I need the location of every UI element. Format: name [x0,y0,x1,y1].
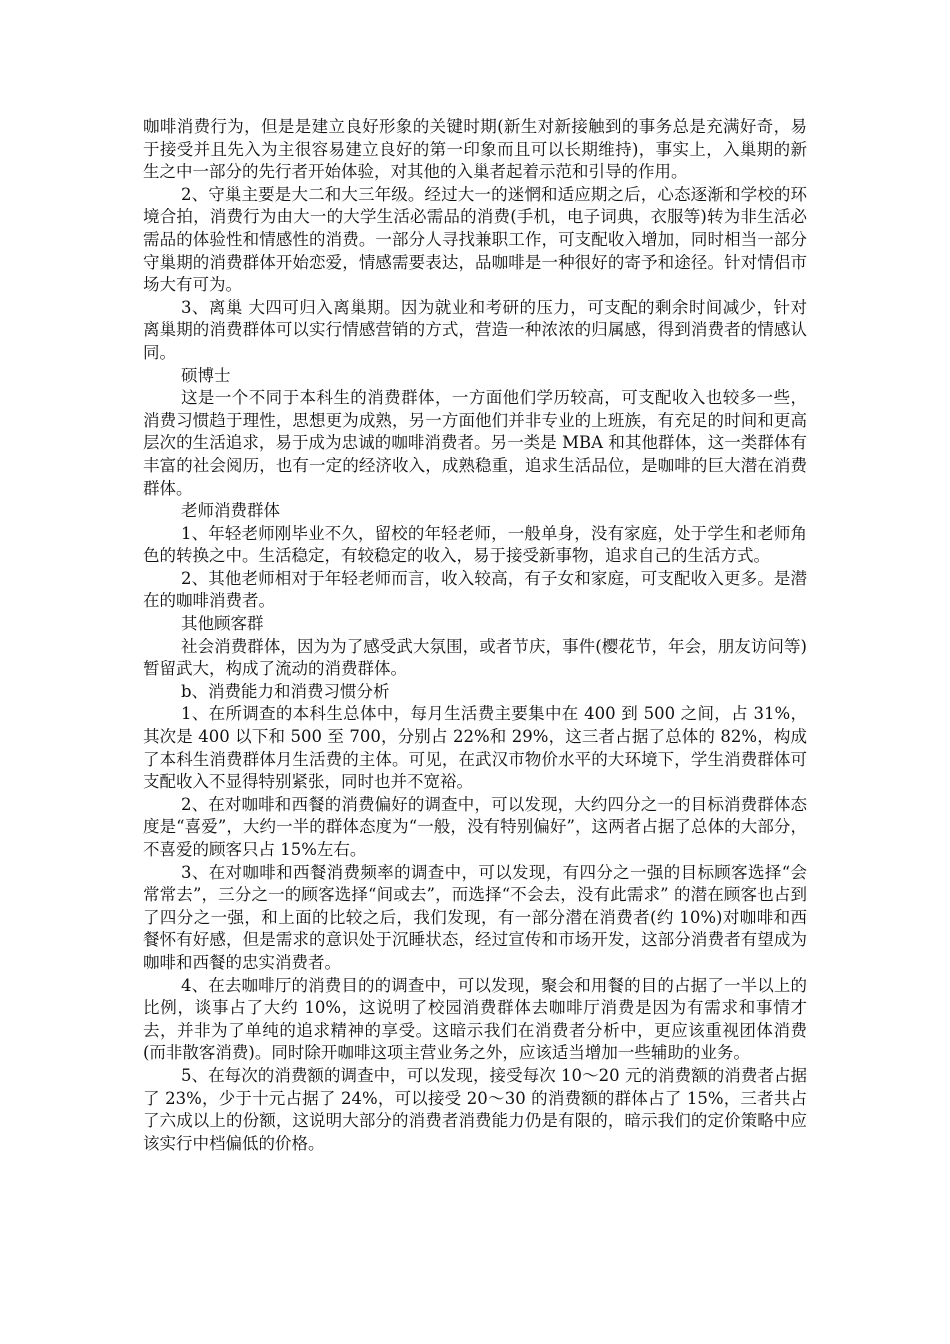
document-body [143,116,807,1155]
paragraph-spending-amount: 5、在每次的消费额的调查中，可以发现，接受每次 10～20 元的消费额的消费者占据了 23%，少于十元占据了 24%，可以接受 20～30 的消费额的群体占了 15%，三者共占了六成以上的份额，这说明大部分的消费者消费能力仍是有限的，暗示我们的定价策略中应该实行中档偏低的价格。 [143,1065,807,1153]
paragraph-purpose: 4、在去咖啡厅的消费目的的调查中，可以发现，聚会和用餐的目的占据了一半以上的比例，谈事占了大约 10%，这说明了校园消费群体去咖啡厅消费是因为有需求和事情才去，并非为了单纯的追求精神的享受。这暗示我们在消费者分析中，更应该重视团体消费(而非散客消费)。同时除开咖啡这项主营业务之外，应该适当增加一些辅助的业务。 [143,975,807,1063]
heading-graduate-students: 硕博士 [181,365,231,385]
paragraph-social-consumers: 社会消费群体，因为为了感受武大氛围，或者节庆，事件(樱花节，年会，朋友访问等)暂留武大，构成了流动的消费群体。 [143,636,807,679]
paragraph-guard-nest-stage: 2、守巢主要是大二和大三年级。经过大一的迷惘和适应期之后，心态逐渐和学校的环境合拍，消费行为由大一的大学生活必需品的消费(手机，电子词典，衣服等)转为非生活必需品的体验性和情感性的消费。一部分人寻找兼职工作，可支配收入增加，同时相当一部分守巢期的消费群体开始恋爱，情感需要表达，品咖啡是一种很好的寄予和途径。针对情侣市场大有可为。 [143,184,807,295]
paragraph-preference: 2、在对咖啡和西餐的消费偏好的调查中，可以发现，大约四分之一的目标消费群体态度是“喜爱”，大约一半的群体态度为“一般，没有特别偏好”，这两者占据了总体的大部分，不喜爱的顾客只占 15%左右。 [143,794,807,859]
paragraph-graduate-students: 这是一个不同于本科生的消费群体，一方面他们学历较高，可支配收入也较多一些，消费习惯趋于理性，思想更为成熟，另一方面他们并非专业的上班族，有充足的时间和更高层次的生活追求，易于成为忠诚的咖啡消费者。另一类是 MBA 和其他群体，这一类群体有丰富的社会阅历，也有一定的经济收入，成熟稳重，追求生活品位，是咖啡的巨大潜在消费群体。 [143,388,807,498]
heading-teacher-consumers: 老师消费群体 [181,501,280,521]
paragraph-young-teachers: 1、年轻老师刚毕业不久，留校的年轻老师，一般单身，没有家庭，处于学生和老师角色的转换之中。生活稳定，有较稳定的收入，易于接受新事物，追求自己的生活方式。 [143,523,807,566]
heading-other-customers: 其他顾客群 [181,614,264,634]
paragraph-frequency: 3、在对咖啡和西餐消费频率的调查中，可以发现，有四分之一强的目标顾客选择“会常常去”，三分之一的顾客选择“间或去”，而选择“不会去，没有此需求” 的潜在顾客也占到了四分之一强，和上面的比较之后，我们发现，有一部分潜在消费者(约 10%)对咖啡和西餐怀有好感，但是需求的意识处于沉睡状态，经过宣传和市场开发，这部分消费者有望成为咖啡和西餐的忠实消费者。 [143,862,807,972]
paragraph-leave-nest-stage: 3、离巢 大四可归入离巢期。因为就业和考研的压力，可支配的剩余时间减少，针对离巢期的消费群体可以实行情感营销的方式，营造一种浓浓的归属感，得到消费者的情感认同。 [143,297,807,362]
paragraph-living-expenses: 1、在所调查的本科生总体中，每月生活费主要集中在 400 到 500 之间，占 31%，其次是 400 以下和 500 至 700，分别占 22%和 29%，这三者占据了总体的 82%，构成了本科生消费群体月生活费的主体。可见，在武汉市物价水平的大环境下，学生消费群体可支配收入不显得特别紧张，同时也并不宽裕。 [143,704,807,792]
heading-consumption-analysis: b、消费能力和消费习惯分析 [181,681,390,701]
paragraph-other-teachers: 2、其他老师相对于年轻老师而言，收入较高，有子女和家庭，可支配收入更多。是潜在的咖啡消费者。 [143,568,807,611]
paragraph-entry-stage-end: 咖啡消费行为，但是是建立良好形象的关键时期(新生对新接触到的事务总是充满好奇，易于接受并且先入为主很容易建立良好的第一印象而且可以长期维持)，事实上，入巢期的新生之中一部分的先行者开始体验，对其他的入巢者起着示范和引导的作用。 [143,117,807,182]
